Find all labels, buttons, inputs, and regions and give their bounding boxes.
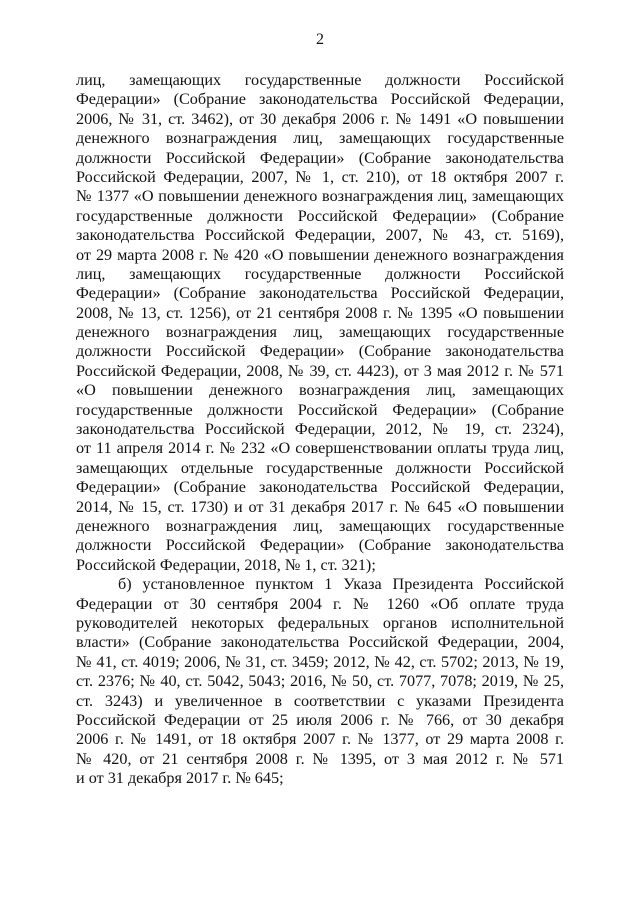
page-number: 2 [316, 31, 324, 48]
text-line: 2006, № 31, ст. 3462), от 30 декабря 2006 г. № 1491 «О повышении [76, 109, 564, 128]
text-line: денежного вознаграждения лиц, замещающих государственные [76, 323, 564, 342]
text-line: законодательства Российской Федерации, 2007, № 43, ст. 5169), [76, 226, 564, 245]
text-line: 2006 г. № 1491, от 18 октября 2007 г. № 1377, от 29 марта 2008 г. [76, 730, 564, 749]
text-line: власти» (Собрание законодательства Российской Федерации, 2004, [76, 633, 564, 652]
text-line: государственные должности Российской Федерации» (Собрание [76, 206, 564, 225]
text-line: должности Российской Федерации» (Собрание законодательства [76, 342, 564, 361]
text-line: б) установленное пунктом 1 Указа Президента Российской [118, 575, 564, 594]
text-line: законодательства Российской Федерации, 2012, № 19, ст. 2324), [76, 420, 564, 439]
text-line: денежного вознаграждения лиц, замещающих государственные [76, 129, 564, 148]
text-line: от 11 апреля 2014 г. № 232 «О совершенствовании оплаты труда лиц, [76, 439, 564, 458]
text-line: Российской Федерации, 2008, № 39, ст. 4423), от 3 мая 2012 г. № 571 [76, 361, 564, 380]
text-line: замещающих отдельные государственные должности Российской [76, 458, 564, 477]
text-line: Федерации» (Собрание законодательства Российской Федерации, [76, 284, 564, 303]
text-line: № 1377 «О повышении денежного вознаграждения лиц, замещающих [76, 187, 564, 206]
text-line: государственные должности Российской Федерации» (Собрание [76, 400, 564, 419]
text-line: ст. 3243) и увеличенное в соответствии с указами Президента [76, 691, 564, 710]
text-line: от 29 марта 2008 г. № 420 «О повышении денежного вознаграждения [76, 245, 564, 264]
text-line: и от 31 декабря 2017 г. № 645; [76, 769, 284, 788]
text-line: 2008, № 13, ст. 1256), от 21 сентября 2008 г. № 1395 «О повышении [76, 303, 564, 322]
text-line: Российской Федерации, 2018, № 1, ст. 321); [76, 555, 376, 574]
text-line: денежного вознаграждения лиц, замещающих государственные [76, 516, 564, 535]
text-line: ст. 2376; № 40, ст. 5042, 5043; 2016, № 50, ст. 7077, 7078; 2019, № 25, [76, 672, 564, 691]
body-text [76, 71, 564, 788]
text-line: № 41, ст. 4019; 2006, № 31, ст. 3459; 2012, № 42, ст. 5702; 2013, № 19, [76, 652, 564, 671]
text-line: лиц, замещающих государственные должности Российской [76, 71, 564, 89]
text-line: 2014, № 15, ст. 1730) и от 31 декабря 2017 г. № 645 «О повышении [76, 497, 564, 516]
text-line: Федерации» (Собрание законодательства Российской Федерации, [76, 478, 564, 497]
text-line: «О повышении денежного вознаграждения лиц, замещающих [76, 381, 564, 400]
text-line: № 420, от 21 сентября 2008 г. № 1395, от 3 мая 2012 г. № 571 [76, 749, 564, 768]
text-line: Российской Федерации, 2007, № 1, ст. 210), от 18 октября 2007 г. [76, 167, 564, 186]
text-line: должности Российской Федерации» (Собрание законодательства [76, 536, 564, 555]
text-line: Федерации» (Собрание законодательства Российской Федерации, [76, 90, 564, 109]
text-line: лиц, замещающих государственные должности Российской [76, 264, 564, 283]
text-line: Федерации от 30 сентября 2004 г. № 1260 «Об оплате труда [76, 594, 564, 613]
text-line: Российской Федерации от 25 июля 2006 г. № 766, от 30 декабря [76, 710, 564, 729]
text-line: должности Российской Федерации» (Собрание законодательства [76, 148, 564, 167]
text-line: руководителей некоторых федеральных органов исполнительной [76, 613, 564, 632]
